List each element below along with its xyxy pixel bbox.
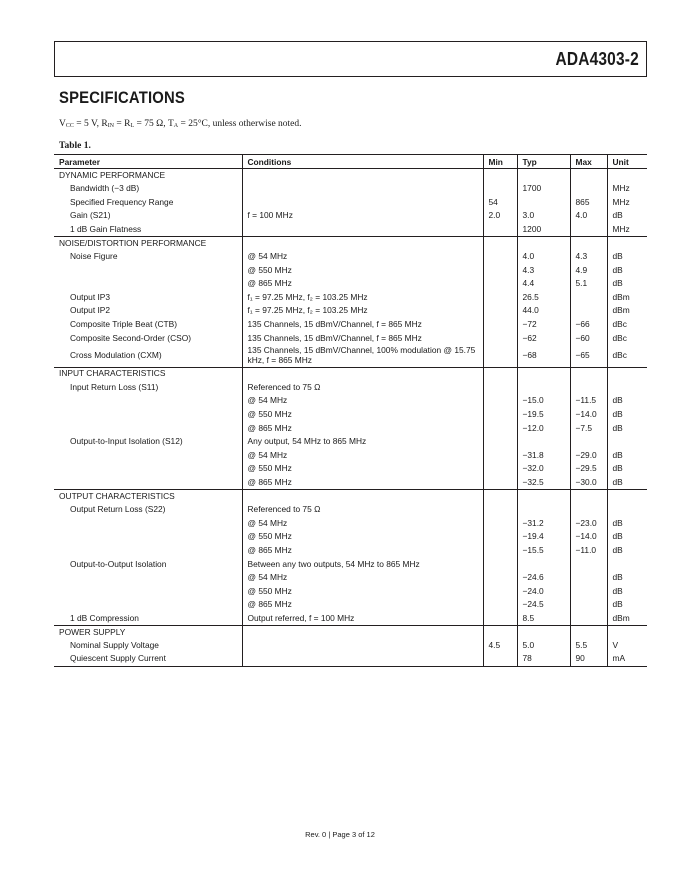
cell-max — [570, 598, 607, 612]
table-row — [54, 196, 647, 210]
cell-max: −30.0 — [570, 476, 607, 490]
cell-parameter: Output Return Loss (S22) — [70, 504, 166, 515]
cell-min — [483, 345, 517, 367]
cell-parameter: DYNAMIC PERFORMANCE — [54, 169, 242, 183]
table-row — [54, 530, 647, 544]
cell-unit: dB — [607, 395, 647, 409]
table-row — [54, 304, 647, 318]
cell-conditions: @ 865 MHz — [242, 422, 483, 436]
cell-unit: dB — [607, 544, 647, 558]
cell-parameter: 1 dB Compression — [70, 612, 139, 623]
cell-typ — [517, 196, 570, 210]
cell-conditions — [242, 653, 483, 667]
cell-min — [483, 395, 517, 409]
cell-parameter: Composite Second-Order (CSO) — [70, 332, 192, 343]
cell-parameter — [54, 449, 242, 463]
cell-max — [570, 503, 607, 517]
cell-unit: dBm — [607, 612, 647, 626]
cell-parameter: OUTPUT CHARACTERISTICS — [54, 490, 242, 504]
table-row — [54, 558, 647, 572]
cell-conditions: @ 865 MHz — [242, 598, 483, 612]
table-caption: Table 1. — [59, 141, 91, 151]
cell-parameter: Bandwidth (−3 dB) — [70, 182, 140, 193]
cell-unit: MHz — [607, 223, 647, 237]
cell-unit — [607, 236, 647, 250]
cell-min — [483, 169, 517, 183]
cell-min — [483, 544, 517, 558]
header-box — [54, 41, 647, 77]
table-row — [54, 422, 647, 436]
cell-typ: 5.0 — [517, 639, 570, 653]
cell-typ: 26.5 — [517, 291, 570, 305]
cell-unit: dB — [607, 277, 647, 291]
cell-min — [483, 408, 517, 422]
cell-conditions: 135 Channels, 15 dBmV/Channel, 100% modulation @ 15.75 kHz, f = 865 MHz — [242, 345, 483, 367]
cell-typ: −12.0 — [517, 422, 570, 436]
cell-unit: MHz — [607, 182, 647, 196]
cell-max — [570, 626, 607, 640]
table-row — [54, 182, 647, 196]
cell-typ: 8.5 — [517, 612, 570, 626]
cell-max: 4.0 — [570, 209, 607, 223]
cell-typ — [517, 503, 570, 517]
cell-parameter: Composite Triple Beat (CTB) — [70, 318, 178, 329]
cell-max — [570, 571, 607, 585]
cell-min — [483, 626, 517, 640]
cell-conditions: @ 865 MHz — [242, 476, 483, 490]
cell-min: 4.5 — [483, 639, 517, 653]
cell-max — [570, 490, 607, 504]
cell-parameter — [54, 476, 242, 490]
cell-min — [483, 530, 517, 544]
cell-typ: −24.0 — [517, 585, 570, 599]
table-row — [54, 435, 647, 449]
cell-min — [483, 182, 517, 196]
cell-max: 5.1 — [570, 277, 607, 291]
cell-max: −66 — [570, 318, 607, 332]
specifications-table — [54, 154, 647, 667]
cell-conditions: Any output, 54 MHz to 865 MHz — [242, 435, 483, 449]
cell-typ: −24.6 — [517, 571, 570, 585]
cell-unit — [607, 558, 647, 572]
table-row — [54, 264, 647, 278]
cell-max: 90 — [570, 653, 607, 667]
table-row — [54, 598, 647, 612]
cell-typ — [517, 367, 570, 381]
cell-min — [483, 571, 517, 585]
cell-typ: 4.0 — [517, 250, 570, 264]
cell-conditions: @ 54 MHz — [242, 517, 483, 531]
cell-parameter: NOISE/DISTORTION PERFORMANCE — [54, 236, 242, 250]
cell-typ: −68 — [517, 345, 570, 367]
cell-max — [570, 223, 607, 237]
cell-typ: 4.3 — [517, 264, 570, 278]
cell-max: −23.0 — [570, 517, 607, 531]
cell-typ: −62 — [517, 332, 570, 346]
cell-parameter: Gain (S21) — [70, 210, 111, 221]
cell-conditions: Output referred, f = 100 MHz — [242, 612, 483, 626]
cell-typ: 3.0 — [517, 209, 570, 223]
cell-unit: V — [607, 639, 647, 653]
table-row — [54, 408, 647, 422]
table-header-row — [54, 155, 647, 169]
cell-parameter: Output-to-Input Isolation (S12) — [70, 436, 183, 447]
cell-parameter — [54, 544, 242, 558]
cell-conditions — [242, 236, 483, 250]
table-row — [54, 223, 647, 237]
cell-typ: 78 — [517, 653, 570, 667]
cell-min: 54 — [483, 196, 517, 210]
cell-parameter — [54, 530, 242, 544]
cell-min — [483, 367, 517, 381]
cell-parameter — [54, 517, 242, 531]
cell-parameter: Output IP3 — [70, 291, 111, 302]
page-footer: Rev. 0 | Page 3 of 12 — [305, 830, 375, 839]
cell-parameter — [54, 462, 242, 476]
cell-parameter: Noise Figure — [70, 250, 118, 261]
cell-min — [483, 318, 517, 332]
cell-max: 4.9 — [570, 264, 607, 278]
cell-typ — [517, 435, 570, 449]
table-row — [54, 169, 647, 183]
cell-typ — [517, 169, 570, 183]
cell-typ: −24.5 — [517, 598, 570, 612]
cell-conditions — [242, 196, 483, 210]
cell-max: −60 — [570, 332, 607, 346]
cell-min — [483, 236, 517, 250]
cell-min — [483, 490, 517, 504]
cell-unit: dB — [607, 585, 647, 599]
cell-min — [483, 291, 517, 305]
cell-unit: dBc — [607, 318, 647, 332]
table-row — [54, 503, 647, 517]
cell-typ: −31.8 — [517, 449, 570, 463]
cell-unit: dB — [607, 462, 647, 476]
cell-parameter — [54, 277, 242, 291]
cell-unit: dB — [607, 422, 647, 436]
table-row — [54, 639, 647, 653]
table-row — [54, 653, 647, 667]
cell-min — [483, 598, 517, 612]
cell-max: 865 — [570, 196, 607, 210]
cell-conditions: 135 Channels, 15 dBmV/Channel, f = 865 MHz — [242, 332, 483, 346]
table-row — [54, 367, 647, 381]
table-row — [54, 544, 647, 558]
cell-min — [483, 653, 517, 667]
table-row — [54, 236, 647, 250]
cell-max: −29.0 — [570, 449, 607, 463]
cell-conditions — [242, 639, 483, 653]
cell-unit — [607, 490, 647, 504]
cell-min — [483, 277, 517, 291]
cell-unit: dBm — [607, 304, 647, 318]
cell-min: 2.0 — [483, 209, 517, 223]
cell-conditions: @ 550 MHz — [242, 462, 483, 476]
cell-max: −11.0 — [570, 544, 607, 558]
cell-conditions: Referenced to 75 Ω — [242, 503, 483, 517]
cell-unit: mA — [607, 653, 647, 667]
cell-unit: dB — [607, 264, 647, 278]
cell-unit: MHz — [607, 196, 647, 210]
cell-max — [570, 182, 607, 196]
cell-parameter: 1 dB Gain Flatness — [70, 223, 142, 234]
cell-min — [483, 503, 517, 517]
cell-conditions: @ 54 MHz — [242, 250, 483, 264]
cell-min — [483, 585, 517, 599]
ta-text: = 25°C, unless otherwise noted. — [178, 119, 302, 129]
cell-parameter: Output IP2 — [70, 305, 111, 316]
cell-unit — [607, 367, 647, 381]
cell-conditions: @ 550 MHz — [242, 530, 483, 544]
cell-parameter: Specified Frequency Range — [70, 196, 174, 207]
cell-unit: dB — [607, 517, 647, 531]
conditions-note: $V_{CC} = 5$ V, $R_{IN} = R_L = 75$ Ω, $T_A = 25^\circ C$, unless otherwise noted. — [59, 119, 302, 129]
cell-unit: dBc — [607, 345, 647, 367]
cell-typ: −19.5 — [517, 408, 570, 422]
table-row — [54, 209, 647, 223]
cell-min — [483, 517, 517, 531]
rl-text: = 75 Ω, T — [134, 119, 174, 129]
cell-typ: 4.4 — [517, 277, 570, 291]
cell-typ: −19.4 — [517, 530, 570, 544]
cell-typ — [517, 490, 570, 504]
cell-conditions: f₁ = 97.25 MHz, f₂ = 103.25 MHz — [242, 291, 483, 305]
cell-max — [570, 367, 607, 381]
cell-min — [483, 250, 517, 264]
cell-parameter — [54, 422, 242, 436]
cell-min — [483, 558, 517, 572]
rin-text: = R — [114, 119, 131, 129]
header-max: Max — [570, 155, 607, 169]
table-row — [54, 449, 647, 463]
cell-conditions — [242, 626, 483, 640]
cell-typ: −15.5 — [517, 544, 570, 558]
cell-max — [570, 585, 607, 599]
cell-typ — [517, 558, 570, 572]
cell-parameter — [54, 264, 242, 278]
table-row — [54, 345, 647, 367]
table-row — [54, 571, 647, 585]
cell-conditions: Between any two outputs, 54 MHz to 865 MHz — [242, 558, 483, 572]
cell-conditions — [242, 169, 483, 183]
cell-max: −11.5 — [570, 395, 607, 409]
cell-unit — [607, 169, 647, 183]
table-row — [54, 291, 647, 305]
cell-parameter — [54, 598, 242, 612]
cell-conditions: @ 54 MHz — [242, 449, 483, 463]
cell-max: −65 — [570, 345, 607, 367]
table-row — [54, 517, 647, 531]
section-title: SPECIFICATIONS — [59, 89, 186, 107]
cell-unit: dB — [607, 209, 647, 223]
cell-unit: dB — [607, 250, 647, 264]
table-row — [54, 612, 647, 626]
cell-unit — [607, 503, 647, 517]
cell-max — [570, 291, 607, 305]
cell-parameter: Input Return Loss (S11) — [70, 381, 159, 392]
cell-max — [570, 435, 607, 449]
cell-min — [483, 332, 517, 346]
cell-conditions: @ 54 MHz — [242, 571, 483, 585]
cell-unit — [607, 626, 647, 640]
cell-max — [570, 169, 607, 183]
table-row — [54, 490, 647, 504]
cell-parameter — [54, 585, 242, 599]
cell-typ: 1200 — [517, 223, 570, 237]
cell-typ: 1700 — [517, 182, 570, 196]
table-row — [54, 626, 647, 640]
vcc-text: = 5 V, R — [73, 119, 108, 129]
cell-conditions: @ 550 MHz — [242, 408, 483, 422]
table-row — [54, 585, 647, 599]
table-row — [54, 277, 647, 291]
cell-conditions: @ 550 MHz — [242, 264, 483, 278]
cell-parameter: Quiescent Supply Current — [54, 653, 242, 667]
cell-typ — [517, 381, 570, 395]
cell-conditions — [242, 223, 483, 237]
cell-max: 5.5 — [570, 639, 607, 653]
cell-min — [483, 612, 517, 626]
cell-min — [483, 462, 517, 476]
header-conditions: Conditions — [242, 155, 483, 169]
table-row — [54, 395, 647, 409]
cell-unit — [607, 435, 647, 449]
cell-unit: dBc — [607, 332, 647, 346]
cell-max — [570, 304, 607, 318]
cell-parameter — [54, 395, 242, 409]
cell-min — [483, 264, 517, 278]
cell-min — [483, 422, 517, 436]
table-row — [54, 332, 647, 346]
cell-conditions — [242, 367, 483, 381]
cell-unit: dBm — [607, 291, 647, 305]
header-min: Min — [483, 155, 517, 169]
cell-min — [483, 304, 517, 318]
cell-unit: dB — [607, 598, 647, 612]
cell-min — [483, 449, 517, 463]
cell-max: −7.5 — [570, 422, 607, 436]
cell-unit: dB — [607, 530, 647, 544]
cell-max: −14.0 — [570, 408, 607, 422]
cell-unit — [607, 381, 647, 395]
cell-conditions — [242, 182, 483, 196]
table-row — [54, 476, 647, 490]
cell-conditions: 135 Channels, 15 dBmV/Channel, f = 865 MHz — [242, 318, 483, 332]
table-row — [54, 462, 647, 476]
cell-conditions — [242, 490, 483, 504]
cell-typ — [517, 236, 570, 250]
cell-conditions: @ 550 MHz — [242, 585, 483, 599]
header-unit: Unit — [607, 155, 647, 169]
cell-unit: dB — [607, 408, 647, 422]
cell-max: −14.0 — [570, 530, 607, 544]
cell-parameter: Cross Modulation (CXM) — [70, 350, 162, 361]
cell-unit: dB — [607, 449, 647, 463]
cell-unit: dB — [607, 571, 647, 585]
cell-parameter: Output-to-Output Isolation — [70, 558, 167, 569]
table-row — [54, 318, 647, 332]
cell-min — [483, 381, 517, 395]
cell-min — [483, 476, 517, 490]
cell-typ: −15.0 — [517, 395, 570, 409]
cell-max: −29.5 — [570, 462, 607, 476]
table-row — [54, 250, 647, 264]
cell-parameter — [54, 571, 242, 585]
cell-max — [570, 558, 607, 572]
cell-typ: 44.0 — [517, 304, 570, 318]
cell-conditions: @ 865 MHz — [242, 544, 483, 558]
part-number: ADA4303-2 — [555, 49, 639, 69]
cell-conditions: Referenced to 75 Ω — [242, 381, 483, 395]
cell-typ: −32.5 — [517, 476, 570, 490]
table-body — [54, 169, 647, 667]
cell-max: 4.3 — [570, 250, 607, 264]
cell-typ: −32.0 — [517, 462, 570, 476]
cell-max — [570, 236, 607, 250]
cell-typ: −72 — [517, 318, 570, 332]
cell-typ: −31.2 — [517, 517, 570, 531]
cell-conditions: @ 54 MHz — [242, 395, 483, 409]
cell-parameter: POWER SUPPLY — [54, 626, 242, 640]
cell-min — [483, 435, 517, 449]
cell-parameter: Nominal Supply Voltage — [70, 640, 159, 651]
table-row — [54, 381, 647, 395]
header-parameter: Parameter — [54, 155, 242, 169]
cell-parameter: INPUT CHARACTERISTICS — [54, 367, 242, 381]
cell-conditions: @ 865 MHz — [242, 277, 483, 291]
cell-typ — [517, 626, 570, 640]
cell-conditions: f₁ = 97.25 MHz, f₂ = 103.25 MHz — [242, 304, 483, 318]
cell-parameter — [54, 408, 242, 422]
cell-max — [570, 381, 607, 395]
cell-conditions: f = 100 MHz — [242, 209, 483, 223]
cell-max — [570, 612, 607, 626]
cell-min — [483, 223, 517, 237]
header-typ: Typ — [517, 155, 570, 169]
cell-unit: dB — [607, 476, 647, 490]
